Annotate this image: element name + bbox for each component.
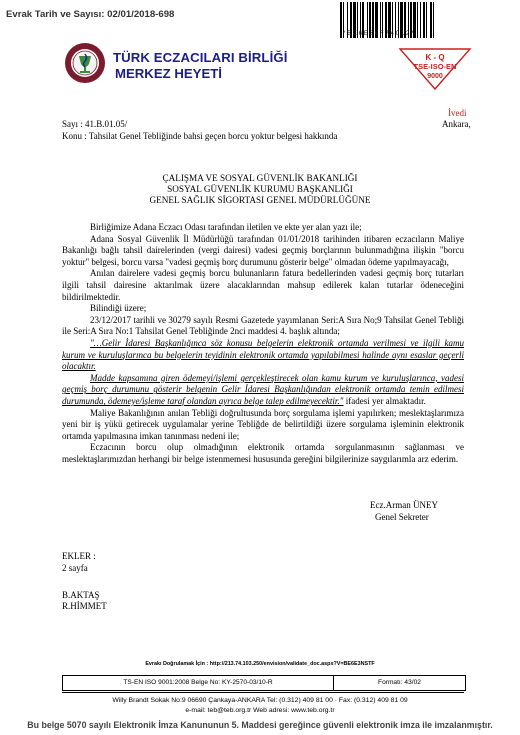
attachments-label: EKLER : [62,551,96,561]
signer-name: Ecz.Arman ÜNEY [370,500,438,510]
barcode-bar [423,2,425,38]
recipient-line2: SOSYAL GÜVENLİK KURUMU BAŞKANLIĞI [167,184,353,194]
logo-emblem-icon [64,42,106,84]
recipient-line1: ÇALIŞMA VE SOSYAL GÜVENLİK BAKANLIĞI [162,173,358,183]
barcode-bar [340,2,342,38]
place-label: Ankara, [442,119,471,129]
tse-line3: 9000 [427,73,443,80]
barcode-bar [420,2,421,38]
signer-title: Genel Sekreter [375,512,429,522]
barcode-bar [417,2,418,38]
reference-number: Sayı : 41.B.01.05/ [62,119,128,129]
tse-line2: TSE-ISO-EN [413,62,457,71]
paragraph: Birliğimize Adana Eczacı Odası tarafından iletilen ve ekte yer alan yazı ile; [90,222,362,232]
footer-address [0,696,520,716]
e-signature-notice: Bu belge 5070 sayılı Elektronik İmza Kanununun 5. Maddesi gereğince güvenli elektronik imza ile imzalanmıştır. [27,720,493,730]
format-number: Formatı: 43/02 [378,679,421,686]
barcode-bar [426,2,427,38]
attachments-count: 2 sayfa [62,563,88,573]
paragraph: 23/12/2017 tarihli ve 30279 sayılı Resmi Gazetede yayımlanan Seri:A Sıra No;9 Tahsilat Genel Tebliği ile Seri:A Sıra No:1 Tahsilat Genel Tebliğinde 2nci maddesi 4. başlık altında; [62,314,464,337]
barcode-number: *BE6E36F74012* [343,31,416,37]
org-name-line2: MERKEZ HEYETİ [115,66,222,81]
barcode-bar [433,2,434,38]
subject-line: Konu : Tahsilat Genel Tebliğinde bahsi geçen borcu yoktur belgesi hakkında [62,131,338,141]
footer-divider [62,692,464,693]
paragraph: Bilindiği üzere; [90,303,147,314]
address-line: Willy Brandt Sokak No:9 06690 Çankaya-ANKARA Tel: (0.312) 409 81 00 · Fax: (0.312) 409 81 09 [112,697,408,704]
document-date-number: Evrak Tarih ve Sayısı: 02/01/2018-698 [6,9,175,20]
initials-line1: B.AKTAŞ [62,590,100,600]
letter-body [62,222,464,465]
quote-tail: ifadesi yer almaktadır. [343,395,426,406]
recipient-line3: GENEL SAĞLIK SİGORTASI GENEL MÜDÜRLÜĞÜNE [149,195,371,205]
quote-text: Madde kapsamına giren ödemeyi/işlemi gerçekleştirecek olan kamu kurum ve kuruluşlarınca, vadesi geçmiş borç durumunu gösterir belgenin Gelir İdaresi Başkanlığından elektronik ortamda temin edilmesi durumunda, ödemeye/işleme taraf olandan ayrıca belge talep edilmeyecektir." [62,372,464,406]
quote-paragraph [62,373,464,408]
barcode-bar [430,2,432,38]
contact-line: e-mail: teb@teb.org.tr Web adresi: www.teb.org.tr [185,707,335,714]
org-name-line1: TÜRK ECZACILARI BİRLİĞİ [113,50,288,65]
paragraph: Maliye Bakanlığının anılan Tebliği doğrultusunda borç sorgulama işlemi yapılırken; meslektaşlarımıza yeni bir iş yükü getirecek uygulamalar yerine Tebliğde de belirtildiği üzere sorgulama işleminin elektronik ortamda yapılmasına imkan tanınması nedeni ile; [62,407,464,441]
paragraph: Anılan dairelere vadesi geçmiş borcu bulunanların fatura bedellerinden vadesi geçmiş borç tutarları ilgili tahsil dairesine aktarılmak üzere alacaklarından mahsup edilerek kalan tutarlar ödeneceğini bildirilmektedir. [62,268,464,302]
urgent-label: İvedi [448,108,467,118]
certificate-row [62,675,466,691]
quote-paragraph [62,338,464,373]
certificate-number: TS-EN ISO 9001:2008 Belge No: KY-2570-03/10-R [63,676,334,690]
tse-line1: K - Q [425,53,445,62]
quote-text: "…Gelir İdaresi Başkanlığınca söz konusu belgelerin elektronik ortamda verilmesi ve ilgili kamu kurum ve kuruluşlarınca bu belgelerin teyidinin elektronik ortamda yapılabilmesi halinde aynı esaslar geçerli olacaktır. [62,337,464,372]
paragraph: Eczacının borcu olup olmadığının elektronik ortamda sorgulanmasının sağlanması ve meslektaşlarımızdan herhangi bir belge istenmemesi hususunda gereğini bilgilerinize saygılarımla arz ederim. [62,442,464,464]
verification-link[interactable]: Evrakı Doğrulamak İçin : http://213.74.103.250/envision/validate_doc.aspx?V=BE6E3NSTF [145,661,375,667]
tse-badge-icon [392,47,478,91]
paragraph: Adana Sosyal Güvenlik İl Müdürlüğü tarafından 01/01/2018 tarihinden itibaren eczacıların Maliye Bakanlığı bağlı tahsil dairelerinden (vergi dairesi) vadesi geçmiş borçlarının bulunmadığına ilişkin "borcu yoktur" belgesi, borcu varsa "vadesi geçmiş borç durumunu gösterir belge" olmadan ödeme yapılmayacağı, [62,233,464,267]
initials-line2: R.HİMMET [62,601,107,611]
